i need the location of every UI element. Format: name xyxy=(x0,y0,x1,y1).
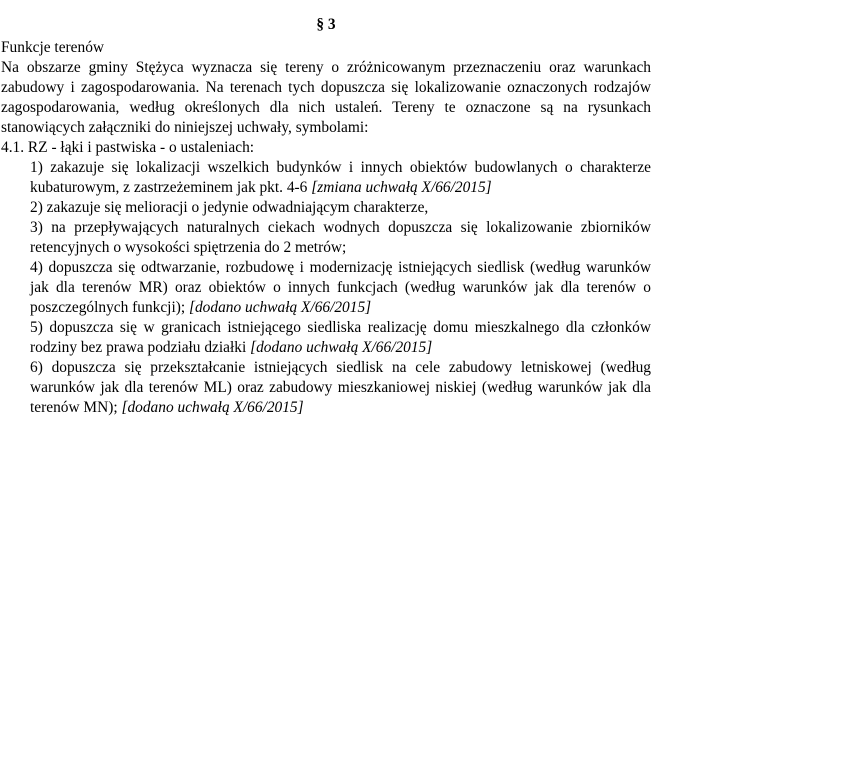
point-5 xyxy=(30,318,651,358)
document-page xyxy=(1,15,651,418)
section-number: § 3 xyxy=(316,16,336,33)
intro-paragraph: Na obszarze gminy Stężyca wyznacza się tereny o zróżnicowanym przeznaczeniu oraz warunkach zabudowy i zagospodarowania. Na terenach tych dopuszcza się lokalizowanie oznaczonych rodzajów zagospodarowania, według określonych dla nich ustaleń. Tereny te oznaczone są na rysunkach stanowiących załączniki do niniejszej uchwały, symbolami: xyxy=(1,59,651,136)
item-label: 4.1. RZ - łąki i pastwiska - o ustaleniach: xyxy=(1,139,255,156)
point-1 xyxy=(30,158,651,198)
point-text: 3) na przepływających naturalnych ciekach wodnych dopuszcza się lokalizowanie zbiorników retencyjnych o wysokości spiętrzenia do 2 metrów; xyxy=(30,219,651,256)
point-6 xyxy=(30,358,651,418)
point-text: 2) zakazuje się melioracji o jedynie odwadniającym charakterze, xyxy=(30,199,429,216)
point-3 xyxy=(30,218,651,258)
point-4 xyxy=(30,258,651,318)
point-text: 1) zakazuje się lokalizacji wszelkich budynków i innych obiektów budowlanych o charakterze kubaturowym, z zastrzeżeminem jak pkt. 4-6 xyxy=(30,159,651,196)
amendment-note: [dodano uchwałą X/66/2015] xyxy=(121,399,304,416)
point-2 xyxy=(30,198,651,218)
point-text: 6) dopuszcza się przekształcanie istniejących siedlisk na cele zabudowy letniskowej (według warunków jak dla terenów ML) oraz zabudowy mieszkaniowej niskiej (według warunków jak dla terenów MN); xyxy=(30,359,651,416)
section-heading: Funkcje terenów xyxy=(1,39,105,56)
amendment-note: [zmiana uchwałą X/66/2015] xyxy=(311,179,492,196)
point-text: 5) dopuszcza się w granicach istniejącego siedliska realizację domu mieszkalnego dla członków rodziny bez prawa podziału działki xyxy=(30,319,651,356)
point-text: 4) dopuszcza się odtwarzanie, rozbudowę i modernizację istniejących siedlisk (według warunków jak dla terenów MR) oraz obiektów o innych funkcjach (według warunków jak dla terenów o poszczególnych funkcji); xyxy=(30,259,651,316)
amendment-note: [dodano uchwałą X/66/2015] xyxy=(250,339,433,356)
amendment-note: [dodano uchwałą X/66/2015] xyxy=(189,299,372,316)
